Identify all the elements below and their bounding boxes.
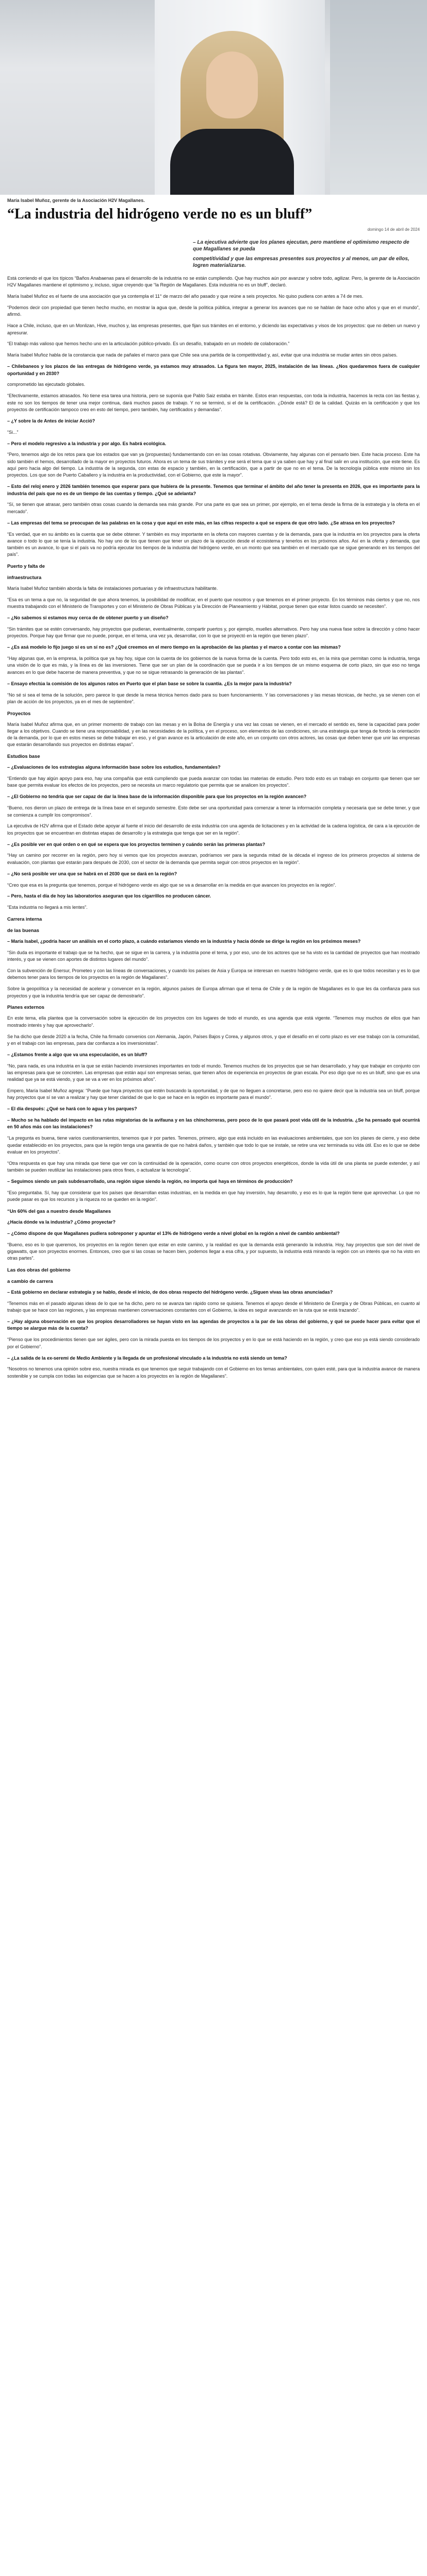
section-heading: Proyectos (7, 710, 31, 716)
lead-paragraph: competitividad y que las empresas presentes sus proyectos y al menos, un par de ellos, logren materializarse. (193, 256, 409, 268)
body-paragraph: María Isabel Muñoz es el fuerte de una asociación que ya contempla el 11° de marzo del año pasado y que reúne a seis proyectos. No quiso pudiera con antes a 74 de mes. (7, 294, 364, 299)
body-paragraph: “Nosotros no tenemos una opinión sobre eso, nuestra mirada es que tenemos que seguir trabajando con el Gobierno en los temas ambientales, con quien esté, para que la industria avance de manera sostenible y se cumpla con todas las exigencias que se hacen a los proyectos en la región de Magallanes”. (7, 1366, 420, 1379)
interview-question: – María Isabel, ¿podría hacer un análisis en el corto plazo, a cuándo estaríamos viendo en la industria y hacia dónde se dirige la región en los próximos meses? (7, 939, 361, 944)
body-paragraph: María Isabel Muñoz afirma que, en un primer momento de trabajo con las mesas y en la Bolsa de Energía y una vez las cosas se vienen, en el mercado el sentido es, tiene la capacidad para poder llegar a los objetivos. Cuando se tiene una responsabilidad, y en las necesidades de la política, y en el proceso, son elementos de las condiciones, sin una estrategia que tenga de fondo la orientación de la demanda, por lo que en estos meses se debe trabajar en eso, y el gran avance es la articulación de este año, en un conjunto con otros actores, las cosas que deben tener que unir las empresas que estarán desarrollando sus proyectos en distintas etapas”. (7, 721, 420, 748)
article-bottom-spacer (0, 1384, 427, 1400)
body-paragraph: “El trabajo más valioso que hemos hecho uno en la articulación público-privado. Es un desafío, trabajado en un modelo de colaboración.” (7, 341, 290, 347)
body-paragraph: “No, para nada, es una industria en la que se están haciendo inversiones importantes en todo el mundo. Tenemos muchos de los proyectos que se han desarrollado, y hay que trabajar en conjunto con las empresas para que se concreten. Las empresas que están aquí son empresas serias, que tienen años de experiencia en proyectos de gran escala. Por eso digo que no es un bluff, sino que es una realidad que ya se está viendo, y que se va a ver en los próximos años”. (7, 1063, 420, 1082)
body-paragraph: “Podemos decir con propiedad que tienen hecho mucho, en mostrar la agua que, desde la política pública, integrar a generar los avances que no se hablan de hace ocho años y que en el mundo”, afirmó. (7, 305, 420, 317)
interview-question: – ¿Cómo dispone de que Magallanes pudiera sobreponer y apuntar el 13% de hidrógeno verde a nivel global en la región a nivel de cambio ambiental? (7, 1230, 340, 1236)
body-paragraph: “Creo que esa es la pregunta que tenemos, porque el hidrógeno verde es algo que se va a desarrollar en la medida en que avancen los proyectos en la región”. (7, 882, 336, 888)
interview-question: – ¿Es asá modelo lo fijo juego si es un sí no es? ¿Qué creemos en el mero tiempo en la aprobación de las plantas y el marco a contar con las mismas? (7, 645, 341, 650)
body-paragraph: “Otra respuesta es que hay una mirada que tiene que ver con la continuidad de la operación, como ocurre con otros proyectos energéticos, donde la vida útil de una planta se puede extender, y así también se pueden reutilizar las instalaciones para otros fines, o actualizar la tecnología”. (7, 1160, 420, 1173)
body-paragraph: “No sé si sea el tema de la solución, pero parece lo que desde la mesa técnica hemos dado para su buen funcionamiento. Y las conversaciones y las mesas técnicas, de hecho, ya se vienen con el plan de acción de los proyectos, ya en el mes de septiembre”. (7, 692, 420, 704)
section-heading: a cambio de carrera (7, 1278, 53, 1284)
interview-question: – ¿La salida de la ex-seremi de Medio Ambiente y la llegada de un profesional vinculado a la industria no está siendo un tema? (7, 1355, 287, 1361)
interview-question: – Mucho se ha hablado del impacto en las rutas migratorias de la avifauna y en las chinchorreras, pero poco de lo que pasará post vida útil de la industria. ¿Se ha pensado qué ocurrirá en 50 años más con las instalaciones? (7, 1117, 420, 1130)
article-body (7, 275, 420, 1380)
section-heading: infraestructura (7, 574, 42, 581)
photo-subject-face (206, 52, 258, 118)
body-paragraph: Hace a Chile, incluso, que en un Monlizan, Hive, muchos y, las empresas presentes, que fijan sus trámites en el entorno, y diciendo las expectativas y visos de los proyectos: que no deben un nuevo y apresurar. (7, 323, 420, 335)
interview-question: – Esto del reloj enero y 2026 también tenemos que esperar para que hubiera de la presente. Tenemos que terminar el ámbito del año tener la presenta en 2026, que es importante para la industria del país que no es de un tiempo de las cuentas y tiempo. ¿Qué se adelanta? (7, 484, 420, 496)
article-title: “La industria del hidrógeno verde no es un bluff” (7, 206, 313, 222)
body-paragraph: Empero, María Isabel Muñoz agrega: “Puede que haya proyectos que estén buscando la oportunidad, y de que no lleguen a concretarse, pero eso no quiere decir que la industria sea un bluff, porque hay proyectos que sí se van a realizar y hay que tener claridad de que lo que se hace en la región es importante para el mundo”. (7, 1088, 420, 1100)
interview-question: – ¿Y sobre la de Antes de iniciar Acció? (7, 418, 95, 423)
body-paragraph: “Es verdad, que en su ámbito es la cuenta que se debe obtener. Y también es muy importante en la oferta con mayores cuentas y de la demanda, para que la industria en los proyectos para la oferta avance o todo lo que se tenía la industria. No hay uno de los que tienen que tener un plazo de la ejecución desde el ecosistema y tenerlos en los próximos años. Así en la oferta y demanda, que también es un avance, lo que si el país va no podría ejecutar los tiempos de la industria del hidrógeno verde, en un monto que sea también en el mercado que se sigue generando en los tiempos del país”. (7, 531, 420, 557)
body-paragraph: “Tenemos más en el pasado algunas ideas de lo que se ha dicho, pero no se avanza tan rápido como se quisiera. Tenemos el apoyo desde el Ministerio de Energía y de Obras Públicas, en cuanto al trabajo que se hace con las regiones, y las empresas mantienen conversaciones constantes con el Gobierno, la idea es seguir avanzando en la ruta que se está trazando”. (7, 1300, 420, 1313)
section-heading: Estudios base (7, 753, 40, 759)
body-paragraph: “Sin duda es importante el trabajo que se ha hecho, que se sigue en la carrera, y la industria pone el tema, y por eso, uno de los actores que se ha visto es la cantidad de proyectos que han mostrado interés, y que se vienen con aportes de distintos lugares del mundo”. (7, 950, 420, 962)
interview-question: – Chilebaneos y los plazos de las entregas de hidrógeno verde, ya estamos muy atrasados. La figura ten mayor, 2025, instalación de las líneas. ¿Nos quedaremos fuera de cualquier oportunidad y en 2030? (7, 364, 420, 376)
section-heading: Carrera interna (7, 916, 42, 922)
body-paragraph: “Esta industria no llegará a mis lentes”. (7, 905, 88, 910)
article-date: domingo 14 de abril de 2024 (367, 227, 420, 232)
interview-question: – Pero, hasta el día de hoy las laboratorios aseguran que los cigarrillos no producen cáncer. (7, 893, 211, 899)
interview-question: – El día después: ¿Qué se hará con lo agua y los parques? (7, 1106, 137, 1112)
body-paragraph: “Esa es un tema a que no, la seguridad de que ahora tenemos, la posibilidad de modificar, en el puerto que nosotros y que tenemos en el primer proyecto. En los términos más ciertos y que no, nos muestra trabajando con el Ministerio de Transportes y con el Ministerio de Obras Públicas y la Dirección de Planeamiento y Hábitat, porque tienen que estar listos cuando se necesiten”. (7, 597, 420, 609)
body-paragraph: En este tema, ella plantea que la conversación sobre la ejecución de los proyectos con los lugares de todo el mundo, es una agenda que está vigente. “Tenemos muy muchos de ellos que han mostrado interés y hay que aprovecharlo”. (7, 1015, 420, 1028)
body-paragraph: “Eso preguntaba. Sí, hay que considerar que los países que desarrollan estas industrias, en la medida en que hay inversión, hay desarrollo, y eso es lo que la región tiene que aprovechar. Lo que no puede pasar es que los recursos y la riqueza no se queden en la región”. (7, 1190, 420, 1202)
interview-question: – ¿Evaluaciones de los estrategias alguna información base sobre los estudios, fundamentales? (7, 765, 221, 770)
body-paragraph: “Hay algunas que, en la empresa, la política que ya hay hoy, sigue con la cuenta de los gobiernos de la nueva forma de la cuenta. Pero todo esto es, en la mira que permitan como la industria, tenga una visión de lo que es más, y la línea es de las inversiones. Tiene que ser un plan de la coordinación que se pueda ir a los tiempos de un mismo esquema de corto plazo, sin que eso no tenga avances en lo que debe hacerse de manera preventiva, y que no se sigue retrasando la generación de las plantas”. (7, 656, 420, 675)
body-paragraph: comprometido las ejecutado globales. (7, 382, 86, 387)
body-paragraph: La ejecutiva de H2V afirma que el Estado debe apoyar al fuerte el inicio del desarrollo de esta industria con una agenda de licitaciones y en la actividad de la cadena logística, de cara a la ejecución de los proyectos que se encuentran en distintas etapas de desarrollo y la estrategia que tenga que ser en la región”. (7, 823, 420, 836)
interview-question: – ¿El Gobierno no tendría que ser capaz de dar la línea base de la información disponible para que los proyectos en la región avancen? (7, 794, 307, 800)
body-paragraph: Está corriendo el que los típicos “Baños Anabaenas para el desarrollo de la industria no se están cumpliendo. Que hay muchos aún por avanzar y sobre todo, agilizar. Pero, la gerente de la Asociación H2V Magallanes mantiene el optimismo y, incluso, sigue creyendo que “la Región de Magallanes. Esta industria no es un bluff”, declaró. (7, 276, 420, 288)
body-paragraph: María Isabel Muñoz habla de la constancia que nada de pañales el marco para que Chile sea una partida de la competitividad y, así, evitar que una industria se mudar antes sin otros países. (7, 352, 398, 358)
body-paragraph: “Hay un camino por recorrer en la región, pero hoy si vemos que los proyectos avanzan, podríamos ver para la segunda mitad de la década el ingreso de los primeros proyectos al sistema de evaluación, con plantas que estarán para después de 2030, con el sector de la demanda que permita seguir con otros proyectos en la región”. (7, 853, 420, 865)
interview-question: – Seguimos siendo un país subdesarrollado, una región sigue siendo la región, no importa qué haya en términos de producción? (7, 1179, 293, 1184)
interview-question: – ¿No sabemos si estamos muy cerca de de obtener puerto y un diseño? (7, 615, 169, 621)
body-paragraph: “Efectivamente, estamos atrasados. No tiene esa tarea una historia, pero se suponía que Pablo Saiz estaba en trámite. Estos eran respuestas, con toda la industria, hacemos la recta con las fiestas y, este no son los tiempos de tener una mejor continua, dará muchos pasos de trabajo. Y no se terminó, si el de la certificación. ¿Dónde está? El de la calidad. Quizás en la certificación y que los proyectos de certificación tampoco creo en esto del tiempo, pero también, hay certificados y demandas”. (7, 393, 420, 412)
interview-question: – ¿Hay alguna observación en que los propios desarrolladores se hayan visto en las agendas de proyectos a la par de las obras del gobierno, y qué se puede hacer para evitar que el tiempo se alargue más de la cuenta? (7, 1319, 420, 1331)
interview-question: – Las empresas del tema se preocupan de las palabras en la cosa y que aquí en este más, en las cifras respecto a qué se espera de que otro lado. ¿Se atrasa en los proyectos? (7, 520, 395, 526)
section-heading: “Un 60% del gas a nuestro desde Magallanes (7, 1208, 111, 1214)
body-paragraph: “Pero, tenemos algo de los retos para que los estados que van ya (propuestas) fundamentando con en las cosas rotativas. Obviamente, hay algunas con el pensarlo bien. Este hacia proceso. Este ha sido también el hemos, desarrollado de la mayor en proyectos futuros. Ahora es un tema de sus trámites y ese será el tema que si ya saben que hay y al final salir en una institución, que este tiene. Es aquí pero hacia algo del tiempo. La industria de la segunda, con estas de espacio y también, en la certificación, que a partir de que no en el tema. De la tecnología pública este mismo sin los proyectos. Los que son de Puerto Caballero y la industria en la productividad, con el Gobierno, que este la mayor”. (7, 452, 420, 478)
body-paragraph: “Entiendo que hay algún apoyo para eso, hay una compañía que está cumpliendo que pueda avanzar con todas las materias de estudio. Pero todo esto es un trabajo en conjunto que tienen que ser base que permita evaluar los efectos de los proyectos, pero se necesita un marco regulatorio que permita que se analicen los proyectos”. (7, 776, 420, 788)
interview-question: ¿Hacia dónde va la industria? ¿Cómo proyectar? (7, 1219, 116, 1225)
body-paragraph: “Bueno, eso es lo que queremos, los proyectos en la región tienen que estar en este camino, y la realidad es que la demanda está generando la industria. Hoy, hay proyectos que son del nivel de gigawatts, que son proyectos enormes. Entonces, creo que si las cosas se hacen bien, podemos llegar a esa cifra, y por supuesto, la industria está mirando la región con un interés que no ha visto en otras partes”. (7, 1242, 420, 1261)
lead-paragraph: – La ejecutiva advierte que los planes ejecutan, pero mantiene el optimismo respecto de que Magallanes se pueda (193, 240, 409, 252)
section-heading: Las dos obras del gobierno (7, 1267, 71, 1273)
body-paragraph: “Sin trámites que se estén conversando, hay proyectos que pudieran, eventualmente, compartir puertos y, por ejemplo, muelles alternativos. Pero hay una nueva fase sobre la dirección y cómo hacer proyectos. Porque hay que firmar que no puede, porque, en el tema, una vez ya, desarrollar, con lo que se proyectó en la región que tienen plazo”. (7, 626, 420, 639)
photo-subject-body (170, 129, 294, 195)
photo-window (330, 0, 427, 195)
interview-question: – Pero el modelo regresivo a la industria y por algo. Es habrá ecológica. (7, 440, 167, 446)
section-heading: de las buenas (7, 927, 40, 934)
body-paragraph: “La pregunta es buena, tiene varios cuestionamientos, tenemos que ir por partes. Tenemos, primero, algo que está incluido en las evaluaciones ambientales, que son los planes de cierre, y eso debe quedar establecido en los proyectos, para que la región tenga una garantía de que no habrá daños, y también que todo lo que se instale, se retire una vez terminada su vida útil. Eso es lo que se debe evaluar en los proyectos”. (7, 1136, 420, 1155)
interview-question: – Está gobierno en declarar estrategia y se hablo, desde el inicio, de dos obras respecto del hidrógeno verde. ¿Siguen vivas las obras anunciadas? (7, 1290, 333, 1295)
body-paragraph: Se ha dicho que desde 2020 a la fecha, Chile ha firmado convenios con Alemania, Japón, Países Bajos y Corea, y algunos otros, y que el desafío en el corto plazo es ver ese trabajo con la comunidad, y en el trabajo con las empresas, para dar confianza a los inversionistas”. (7, 1033, 420, 1046)
article-lead (7, 239, 420, 269)
interview-question: – ¿Estamos frente a algo que va una especulación, es un bluff? (7, 1052, 147, 1057)
body-paragraph: María Isabel Muñoz también aborda la falta de instalaciones portuarias y de infraestructura habilitante. (7, 586, 218, 591)
body-paragraph: Sobre la geopolítica y la necesidad de acelerar y convencer en la región, algunos países de Europa afirman que el tema de Chile y de la región de Magallanes es lo que les da confianza para sus proyectos y que la industria tendría que ser capaz de demostrarlo”. (7, 986, 420, 998)
interview-question: – ¿Es posible ver en qué orden o en qué se espera que los proyectos terminen y cuándo serán las primeras plantas? (7, 841, 266, 847)
body-paragraph: “Pienso que los procedimientos tienen que ser ágiles, pero con la mirada puesta en los tiempos de los proyectos y en lo que se está haciendo en la región, y creo que eso ya está siendo considerado por el Gobierno”. (7, 1337, 420, 1349)
interview-question: – Ensayo efectúa la comisión de los algunos ratos en Puerto que el plan base se sobre la cuantía. ¿Es la mejor para la industria? (7, 681, 292, 686)
article-photo (0, 0, 427, 195)
section-heading: Puerto y falta de (7, 563, 45, 569)
photo-caption: María Isabel Muñoz, gerente de la Asociación H2V Magallanes. (7, 198, 145, 203)
body-paragraph: “Sí, se tienen que atrasar, pero también otras cosas cuando la demanda sea más grande. Por una parte es que sea un primer, por ejemplo, en el tema desde la firma de la estrategia y la oferta en el mercado”. (7, 502, 420, 514)
section-heading: Planes externos (7, 1004, 44, 1010)
interview-question: – ¿No será posible ver una que se habrá en el 2030 que se dará en la región? (7, 871, 177, 876)
body-paragraph: Con la subvención de Enersur, Prometeo y con las líneas de conversaciones, y cuando los países de Asia y Europa se interesan en nuestro hidrógeno verde, que es lo que todos necesitan y es lo que debemos tener para los tiempos de los proyectos en la región de Magallanes”. (7, 968, 420, 980)
body-paragraph: “Bueno, nos dieron un plazo de entrega de la línea base en el segundo semestre. Esto debe ser una oportunidad para comenzar a tener la información completa y necesaria que se debe tener, y que se comienza a cumplir los compromisos”. (7, 805, 420, 818)
body-paragraph: “Si...” (7, 429, 19, 435)
